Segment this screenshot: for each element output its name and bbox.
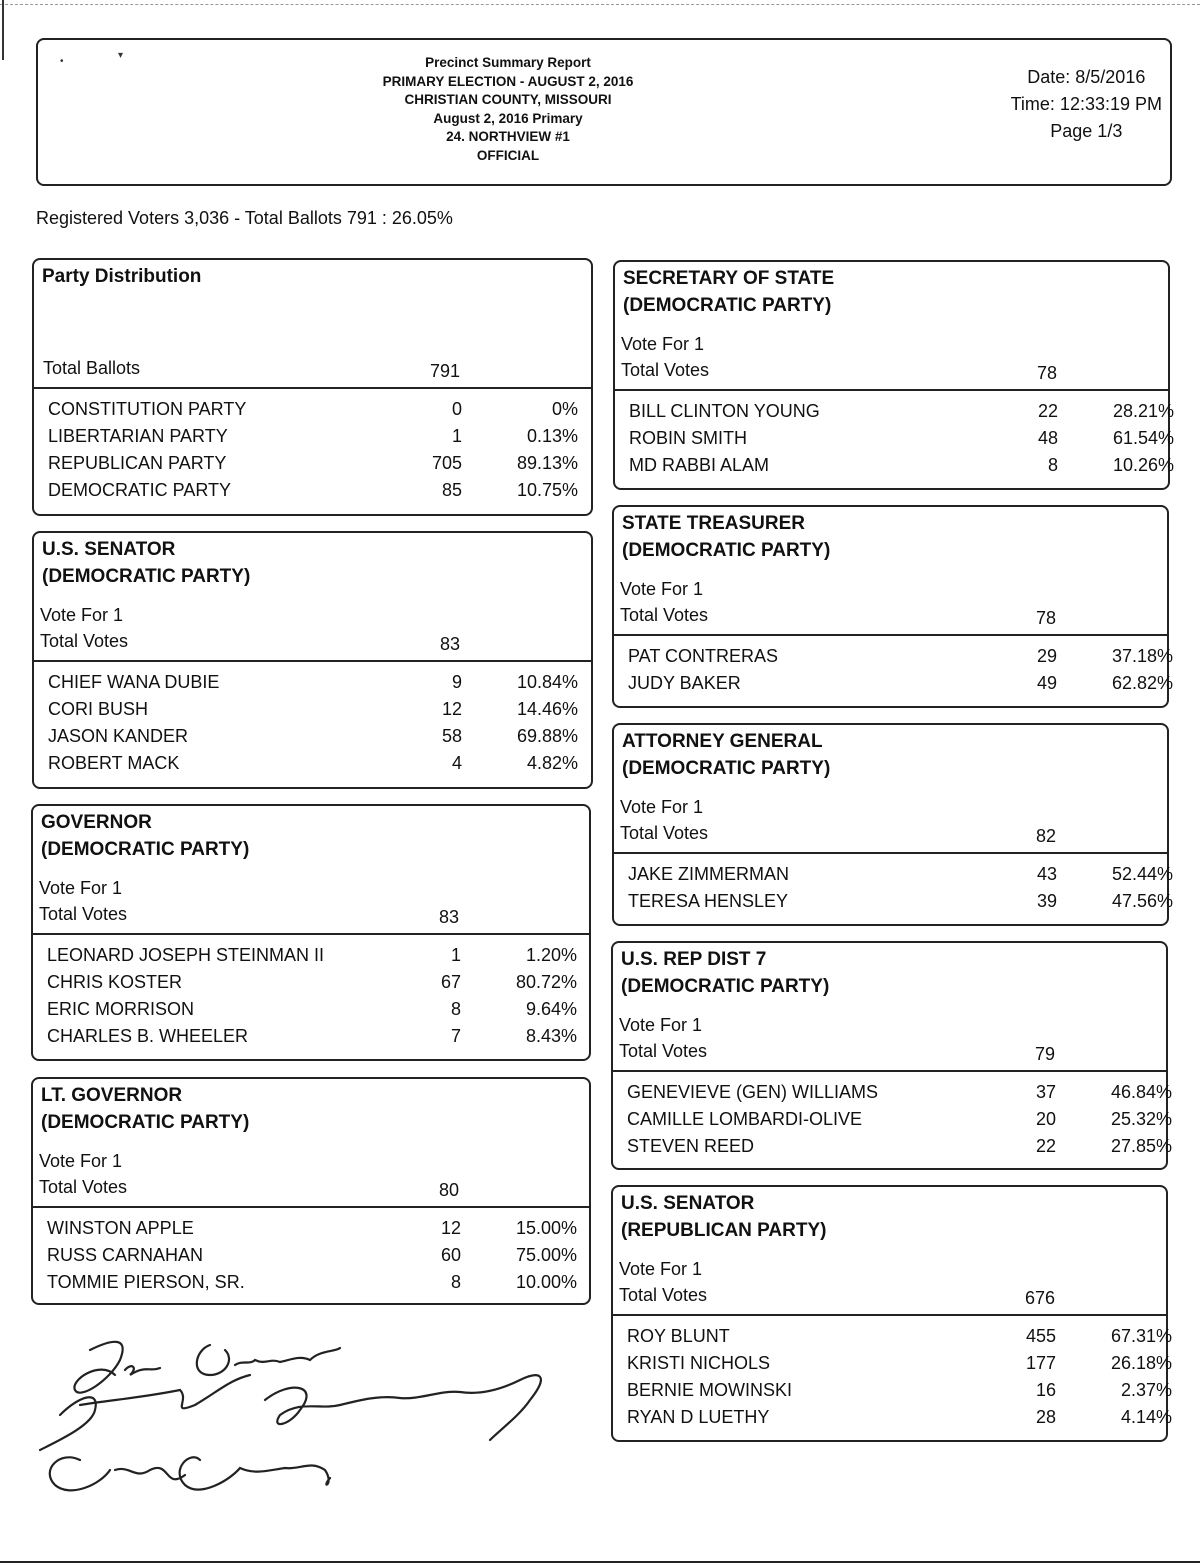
vote-for-label: Vote For 1 xyxy=(620,797,704,817)
candidate-name: ROBIN SMITH xyxy=(629,428,748,448)
candidate-votes: 29 xyxy=(1036,646,1057,666)
candidate-name: BERNIE MOWINSKI xyxy=(627,1380,793,1400)
candidate-row xyxy=(627,1380,1172,1407)
party-name: (DEMOCRATIC PARTY) xyxy=(623,294,832,316)
race-title xyxy=(621,947,829,1000)
candidate-votes: 8 xyxy=(1047,455,1058,475)
candidate-votes: 60 xyxy=(440,1245,461,1265)
total-votes-label: Total Votes xyxy=(620,823,709,843)
registration-summary: Registered Voters 3,036 - Total Ballots 791 : 26.05% xyxy=(36,208,453,228)
signature-stroke xyxy=(74,1342,160,1393)
office-name: SECRETARY OF STATE xyxy=(623,268,835,289)
signature-stroke xyxy=(50,1457,330,1490)
candidate-name: WINSTON APPLE xyxy=(47,1218,194,1238)
candidate-votes: 4 xyxy=(451,753,462,773)
party-name: (DEMOCRATIC PARTY) xyxy=(621,975,830,997)
party-name: (DEMOCRATIC PARTY) xyxy=(41,1111,250,1133)
party-name: REPUBLICAN PARTY xyxy=(48,453,227,473)
candidate-pct: 62.82% xyxy=(1111,673,1173,693)
report-time: Time: 12:33:19 PM xyxy=(1010,94,1162,114)
candidate-votes: 12 xyxy=(440,1218,461,1238)
candidate-row xyxy=(628,646,1173,673)
total-ballots-value: 791 xyxy=(429,361,460,381)
scan-top-rule xyxy=(0,4,1200,5)
total-votes-value: 676 xyxy=(1024,1288,1055,1308)
total-votes-label: Total Votes xyxy=(620,605,709,625)
candidate-name: BILL CLINTON YOUNG xyxy=(629,401,820,421)
secretary-of-state-dem-box xyxy=(613,260,1174,490)
scan-speck: • xyxy=(60,56,64,67)
candidate-votes: 9 xyxy=(451,672,462,692)
candidate-name: TOMMIE PIERSON, SR. xyxy=(47,1272,245,1292)
race-title xyxy=(623,266,834,319)
total-votes-label: Total Votes xyxy=(39,1177,128,1197)
table-row xyxy=(48,399,591,426)
candidate-pct: 67.31% xyxy=(1110,1326,1172,1346)
candidate-pct: 61.54% xyxy=(1112,428,1174,448)
signature-stroke xyxy=(40,1375,250,1450)
signature-stroke xyxy=(265,1375,541,1440)
us-senator-rep-box xyxy=(611,1185,1172,1442)
header-meta xyxy=(1011,64,1162,145)
candidate-votes: 177 xyxy=(1025,1353,1056,1373)
candidate-name: STEVEN REED xyxy=(627,1136,755,1156)
candidate-pct: 25.32% xyxy=(1110,1109,1172,1129)
race-title xyxy=(622,511,830,564)
signature-stroke xyxy=(197,1345,340,1375)
candidate-pct: 10.26% xyxy=(1112,455,1174,475)
office-name: LT. GOVERNOR xyxy=(41,1085,183,1106)
party-distribution-title: Party Distribution xyxy=(42,266,202,287)
candidate-pct: 14.46% xyxy=(516,699,578,719)
party-name: LIBERTARIAN PARTY xyxy=(48,426,228,446)
candidate-name: ERIC MORRISON xyxy=(47,999,195,1019)
report-status: OFFICIAL xyxy=(476,147,540,163)
party-pct: 0.13% xyxy=(526,426,578,446)
candidate-pct: 75.00% xyxy=(515,1245,577,1265)
candidate-pct: 9.64% xyxy=(525,999,577,1019)
candidate-row xyxy=(628,891,1173,918)
total-votes-value: 83 xyxy=(438,907,459,927)
total-votes-label: Total Votes xyxy=(621,360,710,380)
candidate-votes: 22 xyxy=(1035,1136,1056,1156)
candidate-row xyxy=(48,753,591,780)
candidate-pct: 15.00% xyxy=(515,1218,577,1238)
candidate-name: CORI BUSH xyxy=(48,699,149,719)
signatures xyxy=(20,1320,580,1520)
candidate-votes: 39 xyxy=(1036,891,1057,911)
candidate-row xyxy=(627,1109,1172,1136)
candidate-name: KRISTI NICHOLS xyxy=(627,1353,771,1373)
report-title: Precinct Summary Report xyxy=(425,55,591,70)
party-name: (DEMOCRATIC PARTY) xyxy=(42,565,251,587)
candidate-row xyxy=(47,1218,589,1245)
office-name: U.S. SENATOR xyxy=(621,1193,755,1214)
party-name: DEMOCRATIC PARTY xyxy=(48,480,232,500)
divider xyxy=(34,387,591,389)
candidate-row xyxy=(47,1272,589,1299)
candidate-name: RYAN D LUETHY xyxy=(627,1407,770,1427)
primary-name: August 2, 2016 Primary xyxy=(433,110,583,126)
table-row xyxy=(48,426,591,453)
candidate-pct: 2.37% xyxy=(1120,1380,1172,1400)
party-distribution-box xyxy=(32,258,593,516)
total-votes-label: Total Votes xyxy=(39,904,128,924)
candidate-row xyxy=(628,864,1173,891)
candidate-name: RUSS CARNAHAN xyxy=(47,1245,204,1265)
candidate-votes: 8 xyxy=(450,1272,461,1292)
candidate-pct: 27.85% xyxy=(1110,1136,1172,1156)
vote-for-label: Vote For 1 xyxy=(620,579,704,599)
candidate-pct: 26.18% xyxy=(1110,1353,1172,1373)
total-ballots-label: Total Ballots xyxy=(43,358,141,378)
race-title xyxy=(41,810,249,863)
candidate-row xyxy=(627,1082,1172,1109)
party-name: (REPUBLICAN PARTY) xyxy=(621,1219,827,1241)
candidate-row xyxy=(627,1326,1172,1353)
candidate-row xyxy=(47,999,589,1026)
candidate-votes: 22 xyxy=(1037,401,1058,421)
candidate-name: JAKE ZIMMERMAN xyxy=(628,864,790,884)
party-name: (DEMOCRATIC PARTY) xyxy=(622,757,831,779)
divider xyxy=(614,634,1167,636)
table-row xyxy=(48,453,591,480)
candidate-votes: 1 xyxy=(450,945,461,965)
candidate-name: ROBERT MACK xyxy=(48,753,180,773)
total-votes-value: 80 xyxy=(438,1180,459,1200)
candidate-name: CHIEF WANA DUBIE xyxy=(48,672,220,692)
candidate-pct: 10.84% xyxy=(516,672,578,692)
candidate-row xyxy=(627,1407,1172,1434)
party-pct: 0% xyxy=(551,399,578,419)
candidate-votes: 8 xyxy=(450,999,461,1019)
divider xyxy=(33,933,589,935)
party-votes: 0 xyxy=(451,399,462,419)
office-name: GOVERNOR xyxy=(41,812,152,833)
report-header xyxy=(36,38,1172,186)
candidate-name: PAT CONTRERAS xyxy=(628,646,779,666)
county-name: CHRISTIAN COUNTY, MISSOURI xyxy=(404,92,612,107)
candidate-votes: 48 xyxy=(1037,428,1058,448)
candidate-votes: 16 xyxy=(1035,1380,1056,1400)
table-row xyxy=(48,480,591,507)
candidate-pct: 4.14% xyxy=(1120,1407,1172,1427)
total-votes-label: Total Votes xyxy=(40,631,129,651)
office-name: STATE TREASURER xyxy=(622,513,805,534)
candidate-row xyxy=(47,972,589,999)
candidate-name: JUDY BAKER xyxy=(628,673,741,693)
office-name: U.S. SENATOR xyxy=(42,539,176,560)
divider xyxy=(615,389,1168,391)
party-votes: 85 xyxy=(441,480,462,500)
divider xyxy=(34,660,591,662)
candidate-pct: 52.44% xyxy=(1111,864,1173,884)
vote-for-label: Vote For 1 xyxy=(39,878,123,898)
vote-for-label: Vote For 1 xyxy=(619,1015,703,1035)
party-votes: 705 xyxy=(431,453,462,473)
candidate-name: LEONARD JOSEPH STEINMAN II xyxy=(47,945,325,965)
party-pct: 10.75% xyxy=(516,480,578,500)
candidate-name: CAMILLE LOMBARDI-OLIVE xyxy=(627,1109,863,1129)
us-rep-dist7-dem-box xyxy=(611,941,1172,1170)
candidate-row xyxy=(629,401,1174,428)
divider xyxy=(613,1070,1166,1072)
candidate-pct: 37.18% xyxy=(1111,646,1173,666)
candidate-row xyxy=(629,455,1174,482)
us-senator-dem-box xyxy=(32,531,593,789)
vote-for-label: Vote For 1 xyxy=(621,334,705,354)
candidate-votes: 37 xyxy=(1035,1082,1056,1102)
candidate-row xyxy=(48,699,591,726)
divider xyxy=(33,1206,589,1208)
scan-bottom-rule xyxy=(0,1561,1200,1563)
vote-for-label: Vote For 1 xyxy=(40,605,124,625)
candidate-name: ROY BLUNT xyxy=(627,1326,730,1346)
candidate-votes: 455 xyxy=(1025,1326,1056,1346)
candidate-name: TERESA HENSLEY xyxy=(628,891,789,911)
total-votes-label: Total Votes xyxy=(619,1285,708,1305)
lt-governor-dem-box xyxy=(31,1077,591,1305)
candidate-name: CHARLES B. WHEELER xyxy=(47,1026,249,1046)
candidate-row xyxy=(47,1245,589,1272)
attorney-general-dem-box xyxy=(612,723,1173,926)
candidate-row xyxy=(48,726,591,753)
candidate-row xyxy=(47,945,589,972)
vote-for-label: Vote For 1 xyxy=(39,1151,123,1171)
candidate-votes: 12 xyxy=(441,699,462,719)
candidate-row xyxy=(629,428,1174,455)
candidate-name: MD RABBI ALAM xyxy=(629,455,770,475)
total-votes-label: Total Votes xyxy=(619,1041,708,1061)
candidate-pct: 69.88% xyxy=(516,726,578,746)
candidate-votes: 7 xyxy=(450,1026,461,1046)
office-name: U.S. REP DIST 7 xyxy=(621,949,767,970)
candidate-pct: 10.00% xyxy=(515,1272,577,1292)
race-title xyxy=(42,537,250,590)
candidate-row xyxy=(627,1353,1172,1380)
total-votes-value: 82 xyxy=(1035,826,1056,846)
race-title xyxy=(621,1191,826,1244)
total-votes-value: 78 xyxy=(1035,608,1056,628)
race-title xyxy=(622,729,830,782)
party-name: (DEMOCRATIC PARTY) xyxy=(622,539,831,561)
candidate-pct: 46.84% xyxy=(1110,1082,1172,1102)
candidate-votes: 43 xyxy=(1036,864,1057,884)
candidate-votes: 20 xyxy=(1035,1109,1056,1129)
scan-speck: ▾ xyxy=(118,50,124,61)
party-pct: 89.13% xyxy=(516,453,578,473)
party-name: CONSTITUTION PARTY xyxy=(48,399,247,419)
candidate-pct: 47.56% xyxy=(1111,891,1173,911)
governor-dem-box xyxy=(31,804,591,1061)
divider xyxy=(614,852,1167,854)
candidate-pct: 4.82% xyxy=(526,753,578,773)
total-votes-value: 78 xyxy=(1036,363,1057,383)
candidate-pct: 8.43% xyxy=(525,1026,577,1046)
header-titles xyxy=(338,54,678,165)
divider xyxy=(613,1314,1166,1316)
candidate-pct: 1.20% xyxy=(525,945,577,965)
scan-left-edge xyxy=(2,0,4,60)
party-votes: 1 xyxy=(451,426,462,446)
report-date: Date: 8/5/2016 xyxy=(1027,67,1146,87)
candidate-votes: 67 xyxy=(440,972,461,992)
total-votes-value: 83 xyxy=(439,634,460,654)
candidate-votes: 49 xyxy=(1036,673,1057,693)
candidate-votes: 28 xyxy=(1035,1407,1056,1427)
page-number: Page 1/3 xyxy=(1050,121,1123,141)
state-treasurer-dem-box xyxy=(612,505,1173,708)
total-votes-value: 79 xyxy=(1034,1044,1055,1064)
candidate-row xyxy=(47,1026,589,1053)
office-name: ATTORNEY GENERAL xyxy=(622,731,823,752)
candidate-pct: 28.21% xyxy=(1112,401,1174,421)
candidate-name: GENEVIEVE (GEN) WILLIAMS xyxy=(627,1082,879,1102)
candidate-name: JASON KANDER xyxy=(48,726,189,746)
vote-for-label: Vote For 1 xyxy=(619,1259,703,1279)
candidate-name: CHRIS KOSTER xyxy=(47,972,183,992)
candidate-row xyxy=(48,672,591,699)
party-name: (DEMOCRATIC PARTY) xyxy=(41,838,250,860)
candidate-pct: 80.72% xyxy=(515,972,577,992)
candidate-votes: 58 xyxy=(441,726,462,746)
race-title xyxy=(41,1083,249,1136)
candidate-row xyxy=(627,1136,1172,1163)
election-name: PRIMARY ELECTION - AUGUST 2, 2016 xyxy=(382,73,634,89)
precinct-name: 24. NORTHVIEW #1 xyxy=(446,129,570,144)
candidate-row xyxy=(628,673,1173,700)
